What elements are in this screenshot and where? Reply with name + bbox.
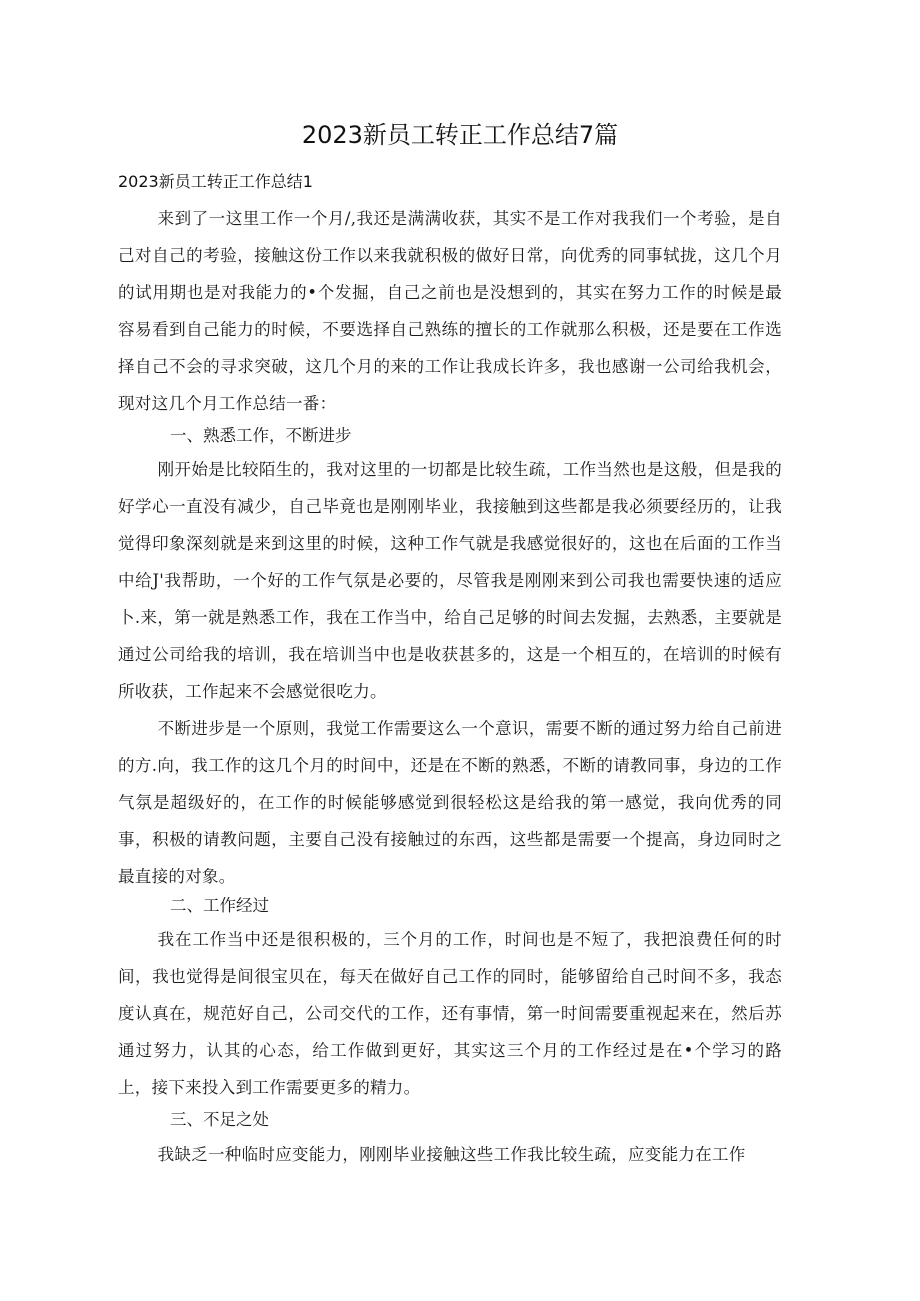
- heading-familiarize: 一、熟悉工作，不断进步: [170, 426, 352, 445]
- paragraph-work-process: 我在工作当中还是很积极的，三个月的工作，时间也是不短了，我把浪费任何的时间，我也觉得是间很宝贝在，每天在做好自己工作的同时，能够留给自己时间不多，我态度认真在，规范好自己，公司交代的工作，还有事情，第一时间需要重视起来在，然后苏通过努力，认其的心态，给工作做到更好，其实这三个月的工作经过是在•个学习的路上，接下来投入到工作需要更多的精力。: [118, 930, 782, 1097]
- paragraph-shortcomings: 我缺乏一种临时应变能力，刚刚毕业接触这些工作我比较生疏，应变能力在工作: [157, 1145, 746, 1164]
- paragraph-familiarize: 刚开始是比较陌生的，我对这里的一切都是比较生疏，工作当然也是这般，但是我的好学心一直没有减少，自己毕竟也是刚刚毕业，我接触到这些都是我必须要经历的，让我觉得印象深刻就是来到这里的时候，这种工作气就是我感觉很好的，这也在后面的工作当中给J'我帮助，一个好的工作气氛是必要的，尽管我是刚刚来到公司我也需要快速的适应卜.来，第一就是熟悉工作，我在工作当中，给自己足够的时间去发掘，去熟悉，主要就是通过公司给我的培训，我在培训当中也是收获甚多的，这是一个相互的，在培训的时候有所收获，工作起来不会感觉很吃力。: [118, 460, 782, 701]
- heading-work-process: 二、工作经过: [170, 896, 269, 915]
- paragraph-intro: 来到了一这里工作一个月/,我还是满满收获，其实不是工作对我我们一个考验，是自己对自己的考验，接触这份工作以来我就积极的做好日常，向优秀的同事轼拢，这几个月的试用期也是对我能力的•个发掘，自己之前也是没想到的，其实在努力工作的时候是最容易看到自己能力的时候，不要选择自己熟练的擅长的工作就那么积极，还是要在工作选择自己不会的寻求突破，这几个月的来的工作让我成长许多，我也感谢一公司给我机会，现对这几个月工作总结一番：: [118, 209, 782, 413]
- section-subtitle: 2023新员工转正工作总结1: [118, 172, 313, 191]
- paragraph-progress: 不断进步是一个原则，我觉工作需要这么一个意识，需要不断的通过努力给自己前进的方.向，我工作的这几个月的时间中，还是在不断的熟悉，不断的请教同事，身边的工作气氛是超级好的，在工作的时候能够感觉到很轻松这是给我的第一感觉，我向优秀的同事，积极的请教问题，主要自己没有接触过的东西，这些都是需要一个提高，身边同时之最直接的对象。: [118, 719, 782, 886]
- document-title: 2023新员工转正工作总结7篇: [301, 121, 619, 149]
- heading-shortcomings: 三、不足之处: [170, 1110, 269, 1129]
